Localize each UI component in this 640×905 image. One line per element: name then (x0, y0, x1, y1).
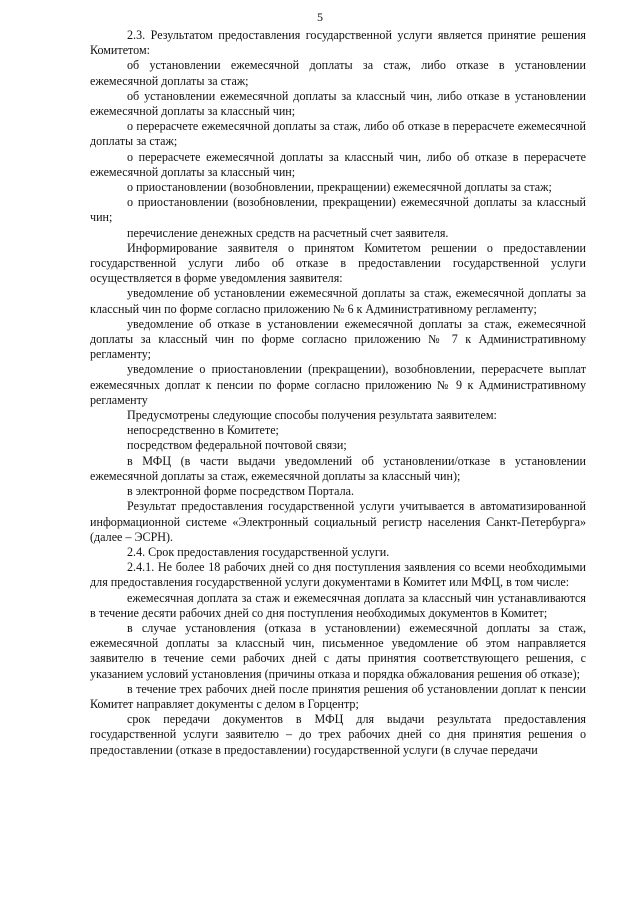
paragraph: в электронной форме посредством Портала. (127, 484, 354, 499)
paragraph: перечисление денежных средств на расчетный счет заявителя. (127, 225, 449, 240)
paragraph: 2.3. Результатом предоставления государственной услуги является принятие решения Комитетом: (90, 28, 586, 58)
paragraph: об установлении ежемесячной доплаты за классный чин, либо отказе в установлении ежемесячной доплаты за классный чин; (90, 88, 586, 119)
paragraph: Результат предоставления государственной услуги учитывается в автоматизированной информационной системе «Электронный социальный регистр населения Санкт-Петербурга» (далее – ЭСРН). (90, 499, 586, 544)
paragraph: уведомление об установлении ежемесячной доплаты за стаж, ежемесячной доплаты за классный чин по форме согласно приложению № 6 к Административному регламенту; (90, 286, 586, 316)
paragraph: в МФЦ (в части выдачи уведомлений об установлении/отказе в установлении ежемесячной доплаты за стаж, ежемесячной доплаты за классный чин); (90, 453, 586, 483)
paragraph: 2.4.1. Не более 18 рабочих дней со дня поступления заявления со всеми необходимыми для предоставления государственной услуги документами в Комитет или МФЦ, в том числе: (90, 560, 586, 590)
paragraph: о перерасчете ежемесячной доплаты за классный чин, либо об отказе в перерасчете ежемесячной доплаты за классный чин; (90, 149, 586, 179)
paragraph: непосредственно в Комитете; (127, 423, 279, 438)
paragraph: уведомление об отказе в установлении ежемесячной доплаты за стаж, ежемесячной доплаты за классный чин по форме согласно приложению № 7 к Административному регламенту; (90, 316, 586, 362)
paragraph: уведомление о приостановлении (прекращении), возобновлении, перерасчете выплат ежемесячных доплат к пенсии по форме согласно приложению № 9 к Административному регламенту (90, 362, 586, 407)
paragraph: срок передачи документов в МФЦ для выдачи результата предоставления государственной услуги заявителю – до трех рабочих дней со дня принятия решения о предоставлении (отказе в предоставлении) государственной услуги (в случае передачи (90, 712, 586, 757)
paragraph: в течение трех рабочих дней после принятия решения об установлении доплат к пенсии Комитет направляет документы с делом в Горцентр; (90, 681, 586, 711)
paragraph: посредством федеральной почтовой связи; (127, 438, 347, 453)
paragraph: Предусмотрены следующие способы получения результата заявителем: (127, 408, 497, 423)
document-body (90, 28, 586, 758)
page-number: 5 (317, 10, 323, 24)
paragraph: в случае установления (отказа в установлении) ежемесячной доплаты за стаж, ежемесячной доплаты за классный чин, письменное уведомление об этом направляется заявителю в течение семи рабочих дней с даты принятия соответствующего решения, с указанием условий установления (причины отказа и порядка обжалования решения об отказе); (90, 620, 586, 681)
paragraph: о перерасчете ежемесячной доплаты за стаж, либо об отказе в перерасчете ежемесячной доплаты за стаж; (90, 119, 586, 149)
paragraph: об установлении ежемесячной доплаты за стаж, либо отказе в установлении ежемесячной доплаты за стаж; (90, 58, 586, 88)
paragraph: о приостановлении (возобновлении, прекращении) ежемесячной доплаты за стаж; (127, 180, 552, 195)
paragraph: о приостановлении (возобновлении, прекращении) ежемесячной доплаты за классный чин; (90, 195, 586, 225)
paragraph: ежемесячная доплата за стаж и ежемесячная доплата за классный чин устанавливаются в течение десяти рабочих дней со дня поступления необходимых документов в Комитет; (90, 590, 586, 620)
paragraph: Информирование заявителя о принятом Комитетом решении о предоставлении государственной услуги либо об отказе в предоставлении государственной услуги осуществляется в форме уведомления заявителя: (90, 240, 586, 286)
paragraph: 2.4. Срок предоставления государственной услуги. (127, 544, 390, 559)
